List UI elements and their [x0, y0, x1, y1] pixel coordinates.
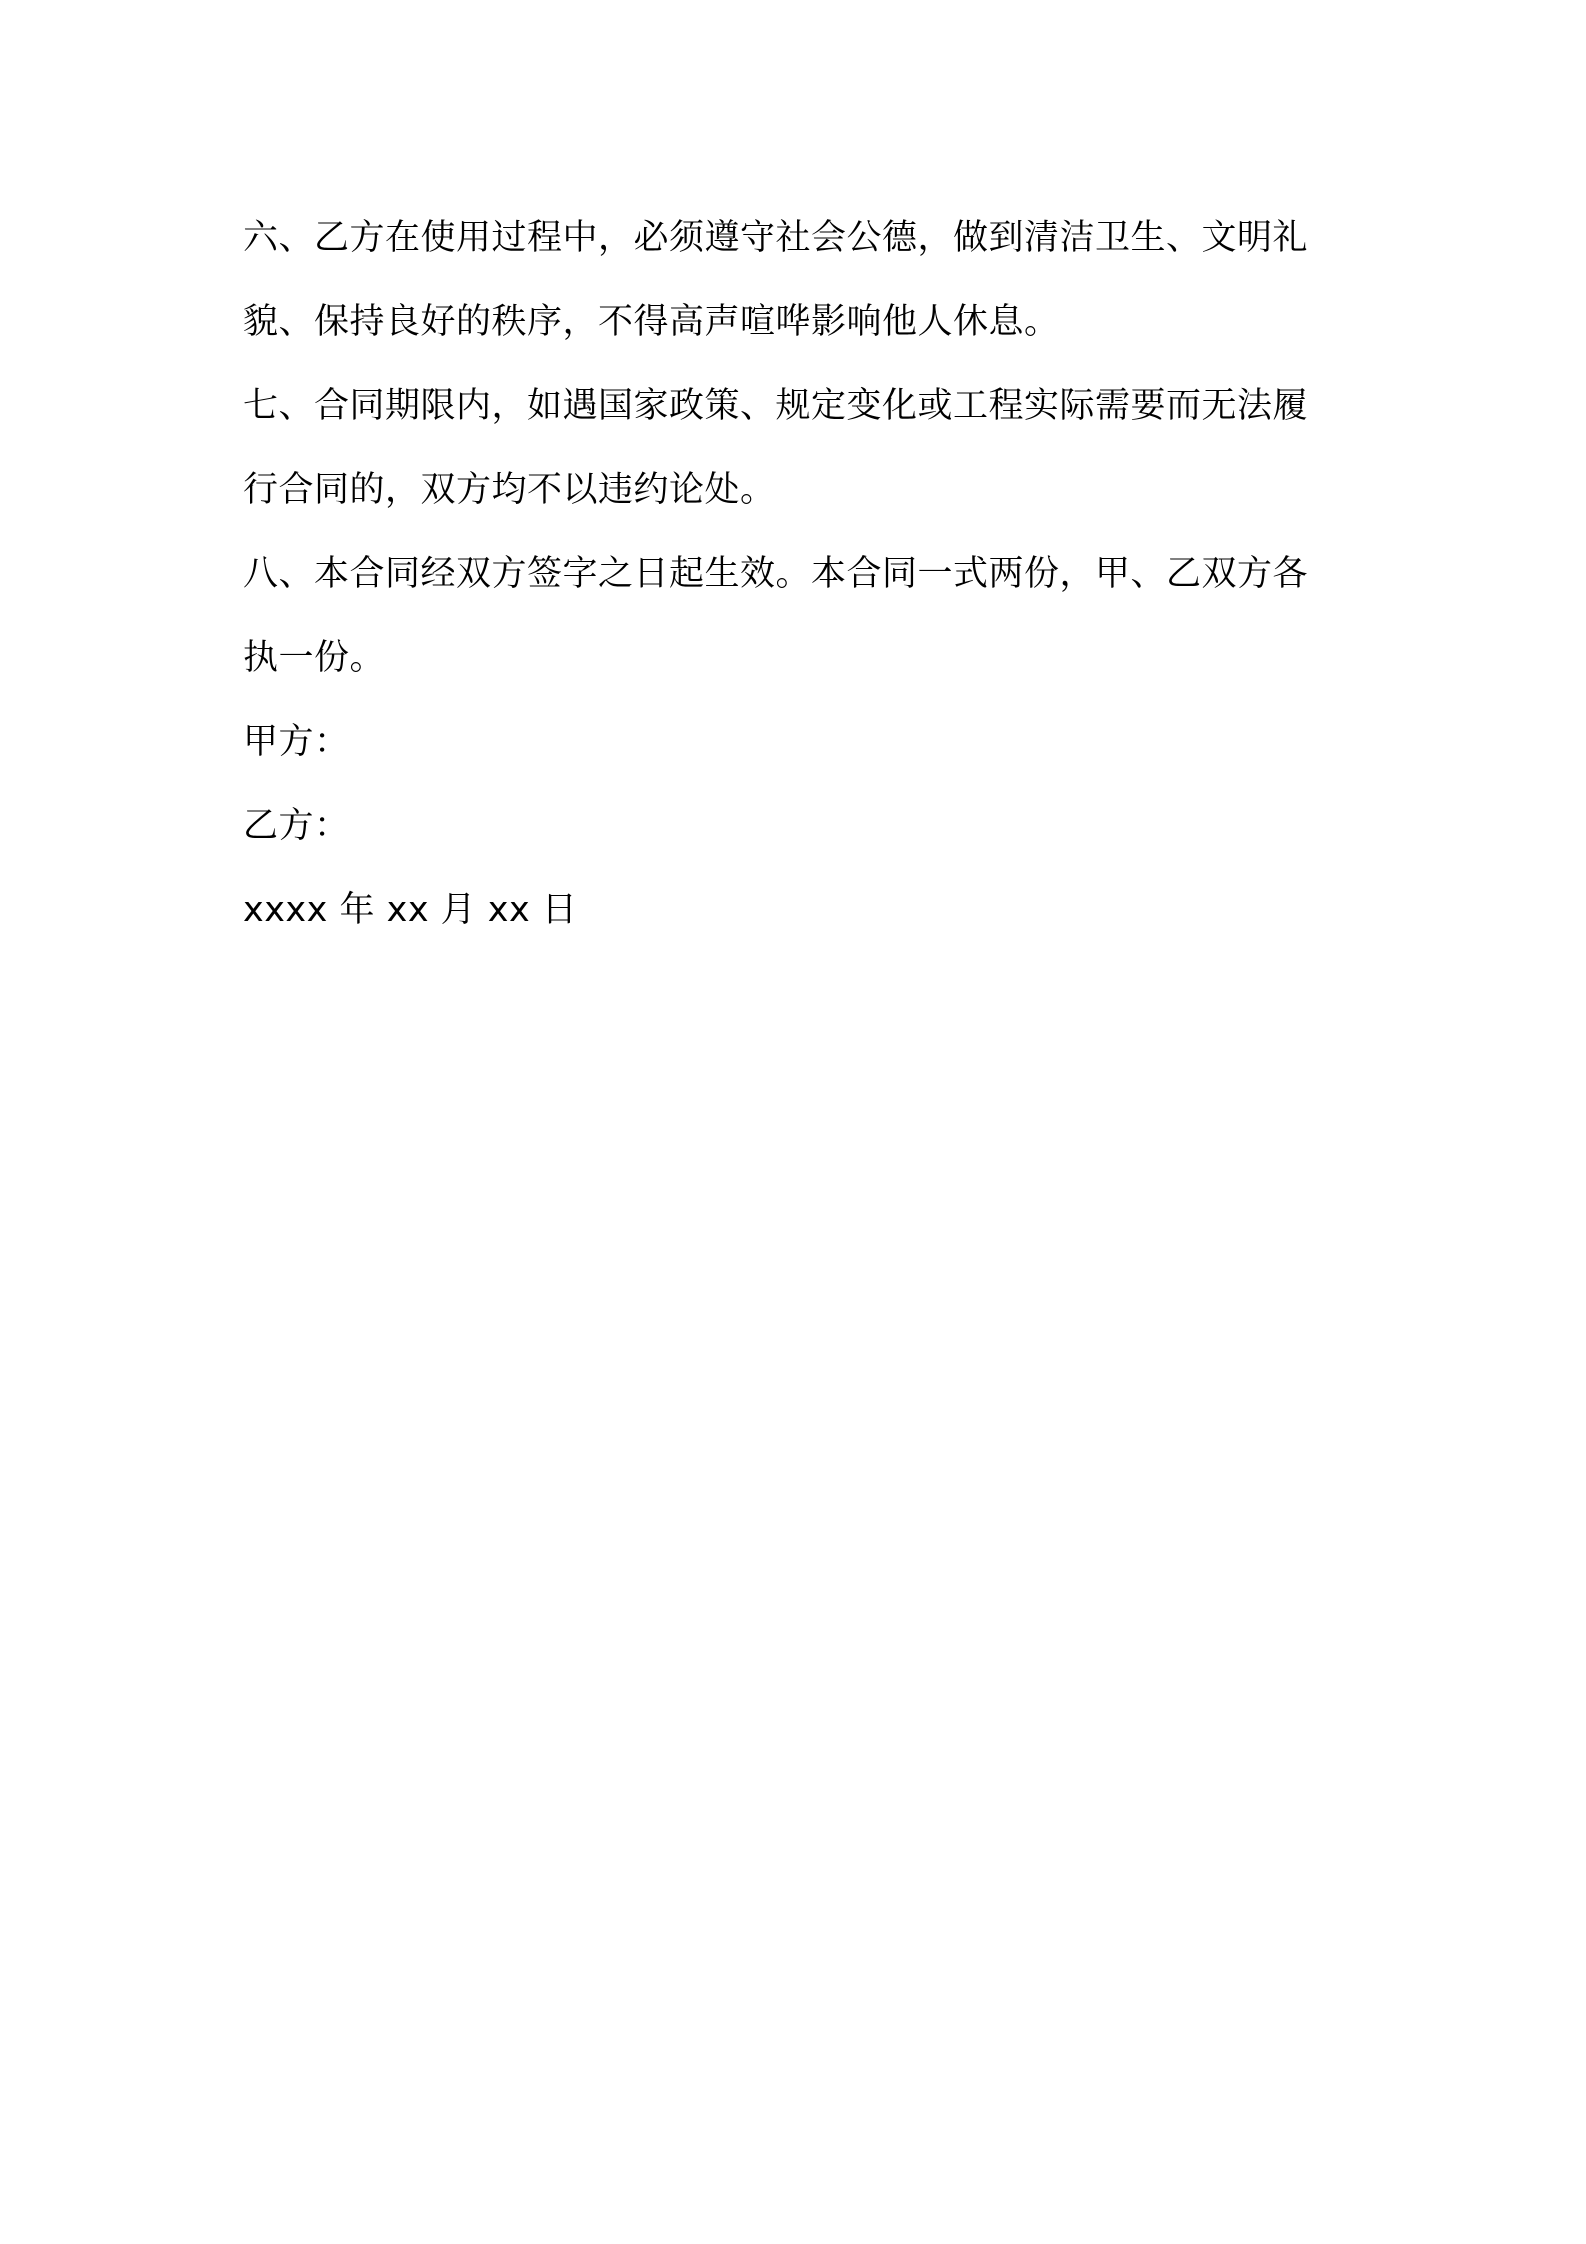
signature-block	[243, 700, 1363, 952]
clause-seven	[243, 364, 1363, 532]
clause-eight-line-2: 执一份。	[243, 638, 386, 678]
clause-seven-line-2: 行合同的，双方均不以违约论处。	[243, 470, 776, 510]
party-b-label: 乙方：	[243, 806, 350, 846]
document-body	[243, 196, 1363, 952]
clause-six	[243, 196, 1363, 364]
clause-eight	[243, 532, 1363, 700]
clause-six-line-2: 貌、保持良好的秩序，不得高声喧哗影响他人休息。	[243, 302, 1060, 342]
clause-seven-line-1: 七、合同期限内，如遇国家政策、规定变化或工程实际需要而无法履	[243, 386, 1309, 426]
party-a-label: 甲方：	[243, 722, 350, 762]
clause-six-line-1: 六、乙方在使用过程中，必须遵守社会公德，做到清洁卫生、文明礼	[243, 218, 1309, 258]
clause-eight-line-1: 八、本合同经双方签字之日起生效。本合同一式两份，甲、乙双方各	[243, 554, 1309, 594]
signature-date: xxxx 年 xx 月 xx 日	[243, 890, 578, 930]
